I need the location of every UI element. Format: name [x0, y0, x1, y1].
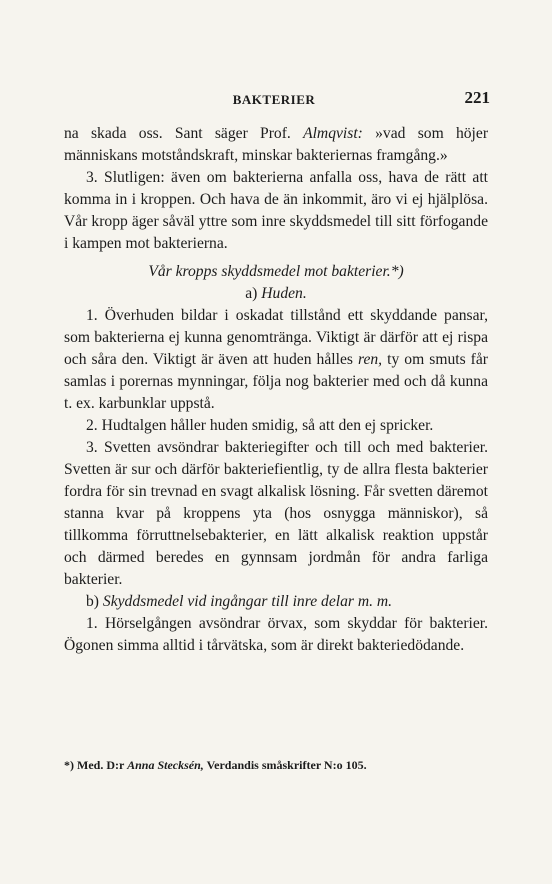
item-a2-paragraph: 2. Hudtalgen håller huden smidig, så att den ej spricker. [86, 417, 434, 434]
item-a1-emphasis: ren, [357, 351, 383, 368]
page-header [58, 88, 490, 112]
item-a1-text-1: 1. Överhuden bildar i oskadat tillstånd ett skyddande pansar, som bakterierna ej kunna genomtränga. Viktigt är därför att ej rispa och såra den. Viktigt är även att huden hålles [64, 307, 488, 368]
subsection-b-heading [64, 591, 488, 613]
footnote-author: Anna Stecksén, [127, 758, 204, 772]
body-text [64, 123, 488, 657]
intro-text-2: »vad som höjer människans motståndskraft, minskar bakteriernas framgång.» [64, 125, 489, 164]
section-heading: Vår kropps skyddsmedel mot bakterier.*) [148, 263, 404, 280]
subsection-a-letter: a) [245, 285, 258, 302]
item-a3-paragraph: 3. Svetten avsöndrar bakteriegifter och till och med bakterier. Svetten är sur och därför bakteriefientlig, ty de allra flesta bakterier fordra för sin trevnad en svagt alkalisk lösning. Får svetten däremot stanna kvar på kroppens yta (hos osnygga människor), så tillkomma förruttnelsebakterier, en lätt alkalisk reaktion uppstår och därmed beredes en gynnsam jordmån för andra farliga bakterier. [64, 439, 488, 588]
point-3-paragraph: 3. Slutligen: även om bakterierna anfalla oss, hava de rätt att komma in i kroppen. Och hava de än inkommit, äro vi ej hjälplösa. Vår kropp äger såväl yttre som inre skyddsmedel till sitt förfogande i kampen mot bakterierna. [64, 169, 488, 252]
running-title: BAKTERIER [232, 92, 316, 107]
subsection-a-title: Huden. [261, 285, 307, 302]
cited-name: Almqvist: [303, 125, 363, 142]
footnote [64, 757, 488, 773]
footnote-prefix: Med. D:r [77, 758, 125, 772]
subsection-b-letter: b) [86, 593, 99, 610]
subsection-a-heading [64, 283, 488, 305]
intro-text-1: na skada oss. Sant säger Prof. [64, 125, 304, 142]
intro-paragraph [64, 123, 488, 167]
item-a1-paragraph [64, 305, 488, 415]
subsection-b-title: Skyddsmedel vid ingångar till inre delar m. m. [102, 593, 393, 610]
item-a1-text-2: ty om smuts får samlas i porernas mynningar, följa nog bakterier med och då kunna t. ex. karbunklar uppstå. [64, 351, 488, 412]
item-b1-paragraph: 1. Hörselgången avsöndrar örvax, som skyddar för bakterier. Ögonen simma alltid i tårvätska, som är direkt bakteriedödande. [64, 615, 488, 654]
footnote-source: Verdandis småskrifter N:o 105. [206, 758, 367, 772]
page-number: 221 [464, 88, 490, 107]
footnote-marker: *) [64, 758, 74, 772]
